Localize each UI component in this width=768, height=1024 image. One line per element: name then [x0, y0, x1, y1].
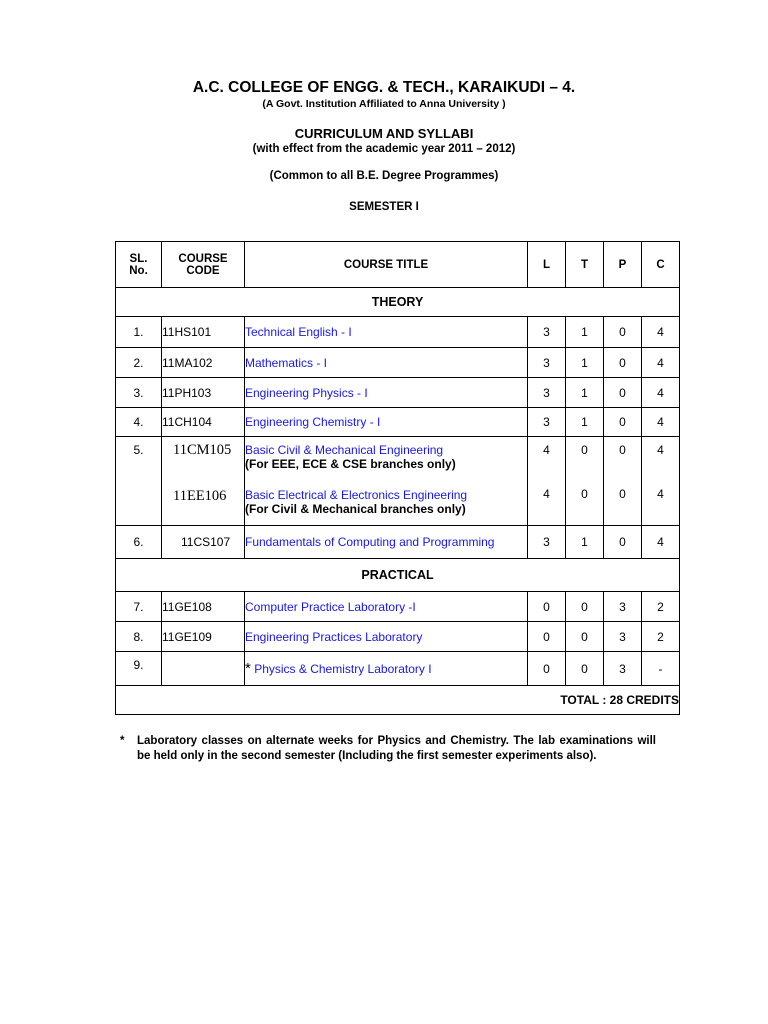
cell-l: 0 — [528, 592, 566, 622]
cell-sl: 2. — [116, 348, 162, 378]
cell-l: 3 — [528, 526, 566, 559]
cell-title: Fundamentals of Computing and Programming — [245, 526, 528, 559]
document-title: CURRICULUM AND SYLLABI — [294, 126, 474, 141]
college-name: A.C. COLLEGE OF ENGG. & TECH., KARAIKUDI – 4. — [192, 79, 576, 96]
cell-p: 0 — [604, 317, 642, 348]
header-p: P — [604, 242, 642, 288]
cell-code: 11MA102 — [162, 348, 245, 378]
cell-c: 2 — [642, 622, 680, 652]
footnote-text: Laboratory classes on alternate weeks for Physics and Chemistry. The lab examinations will be held only in the second semester (Including the first semester experiments also). — [137, 735, 656, 762]
course-title-a: Basic Civil & Mechanical Engineering — [245, 443, 444, 457]
course-code-b: 11EE106 — [173, 488, 227, 504]
header-l: L — [528, 242, 566, 288]
cell-sl: 5. — [116, 437, 162, 526]
cell-c: 4 — [642, 408, 680, 437]
cell-sl: 9. — [116, 652, 162, 686]
footnote — [120, 734, 656, 764]
table-row — [116, 378, 680, 408]
theory-section-row — [116, 288, 680, 317]
header-c: C — [642, 242, 680, 288]
cell-title — [245, 437, 528, 526]
header-code: COURSE CODE — [162, 242, 245, 288]
cell-t: 0 0 — [566, 437, 604, 526]
course-note-b: (For Civil & Mechanical branches only) — [245, 502, 466, 516]
curriculum-table — [115, 241, 680, 715]
table-row — [116, 408, 680, 437]
semester-heading: SEMESTER I — [349, 201, 419, 213]
course-title-b: Basic Electrical & Electronics Engineering — [245, 488, 468, 502]
cell-code — [162, 437, 245, 526]
cell-code: 11HS101 — [162, 317, 245, 348]
table-row — [116, 526, 680, 559]
header-sl: SL. No. — [116, 242, 162, 288]
cell-t: 1 — [566, 378, 604, 408]
cell-t: 1 — [566, 526, 604, 559]
effect-note: (with effect from the academic year 2011 – 2012) — [252, 143, 516, 155]
cell-title: Engineering Physics - I — [245, 378, 528, 408]
header-title: COURSE TITLE — [245, 242, 528, 288]
cell-l: 3 — [528, 378, 566, 408]
cell-t: 0 — [566, 592, 604, 622]
cell-code: 11CS107 — [162, 526, 245, 559]
theory-label: THEORY — [116, 288, 680, 317]
cell-t: 0 — [566, 652, 604, 686]
table-row — [116, 592, 680, 622]
footnote-mark: * — [120, 735, 125, 747]
cell-p: 3 — [604, 622, 642, 652]
cell-sl: 1. — [116, 317, 162, 348]
table-row — [116, 317, 680, 348]
cell-code: 11PH103 — [162, 378, 245, 408]
cell-title: * Physics & Chemistry Laboratory I — [245, 652, 528, 686]
cell-c: - — [642, 652, 680, 686]
cell-p: 0 0 — [604, 437, 642, 526]
cell-sl: 8. — [116, 622, 162, 652]
total-row — [116, 686, 680, 715]
cell-title: Mathematics - I — [245, 348, 528, 378]
cell-sl: 4. — [116, 408, 162, 437]
cell-title: Computer Practice Laboratory -I — [245, 592, 528, 622]
cell-c: 4 4 — [642, 437, 680, 526]
cell-code — [162, 652, 245, 686]
cell-c: 4 — [642, 348, 680, 378]
cell-code: 11GE109 — [162, 622, 245, 652]
cell-sl: 3. — [116, 378, 162, 408]
cell-c: 4 — [642, 378, 680, 408]
cell-p: 0 — [604, 378, 642, 408]
table-row — [116, 622, 680, 652]
cell-sl: 7. — [116, 592, 162, 622]
cell-sl: 6. — [116, 526, 162, 559]
cell-l: 0 — [528, 622, 566, 652]
cell-l: 0 — [528, 652, 566, 686]
cell-t: 1 — [566, 317, 604, 348]
table-row — [116, 437, 680, 526]
header-t: T — [566, 242, 604, 288]
common-note: (Common to all B.E. Degree Programmes) — [269, 170, 499, 182]
cell-p: 3 — [604, 652, 642, 686]
table-row — [116, 652, 680, 686]
cell-t: 1 — [566, 348, 604, 378]
total-credits: TOTAL : 28 CREDITS — [116, 686, 680, 715]
footnote-star: * — [245, 660, 251, 677]
table-row — [116, 348, 680, 378]
cell-p: 0 — [604, 348, 642, 378]
affiliation: (A Govt. Institution Affiliated to Anna University ) — [262, 98, 506, 110]
course-code-a: 11CM105 — [173, 442, 232, 458]
cell-l: 3 — [528, 317, 566, 348]
table-header-row — [116, 242, 680, 288]
cell-c: 4 — [642, 526, 680, 559]
cell-p: 3 — [604, 592, 642, 622]
cell-t: 0 — [566, 622, 604, 652]
cell-l: 3 — [528, 408, 566, 437]
cell-l: 3 — [528, 348, 566, 378]
cell-code: 11CH104 — [162, 408, 245, 437]
cell-c: 2 — [642, 592, 680, 622]
cell-l: 4 4 — [528, 437, 566, 526]
cell-p: 0 — [604, 526, 642, 559]
practical-label: PRACTICAL — [116, 559, 680, 592]
cell-t: 1 — [566, 408, 604, 437]
practical-section-row — [116, 559, 680, 592]
cell-p: 0 — [604, 408, 642, 437]
cell-title: Engineering Practices Laboratory — [245, 622, 528, 652]
cell-title: Technical English - I — [245, 317, 528, 348]
cell-c: 4 — [642, 317, 680, 348]
course-note-a: (For EEE, ECE & CSE branches only) — [245, 457, 456, 471]
cell-code: 11GE108 — [162, 592, 245, 622]
cell-title: Engineering Chemistry - I — [245, 408, 528, 437]
